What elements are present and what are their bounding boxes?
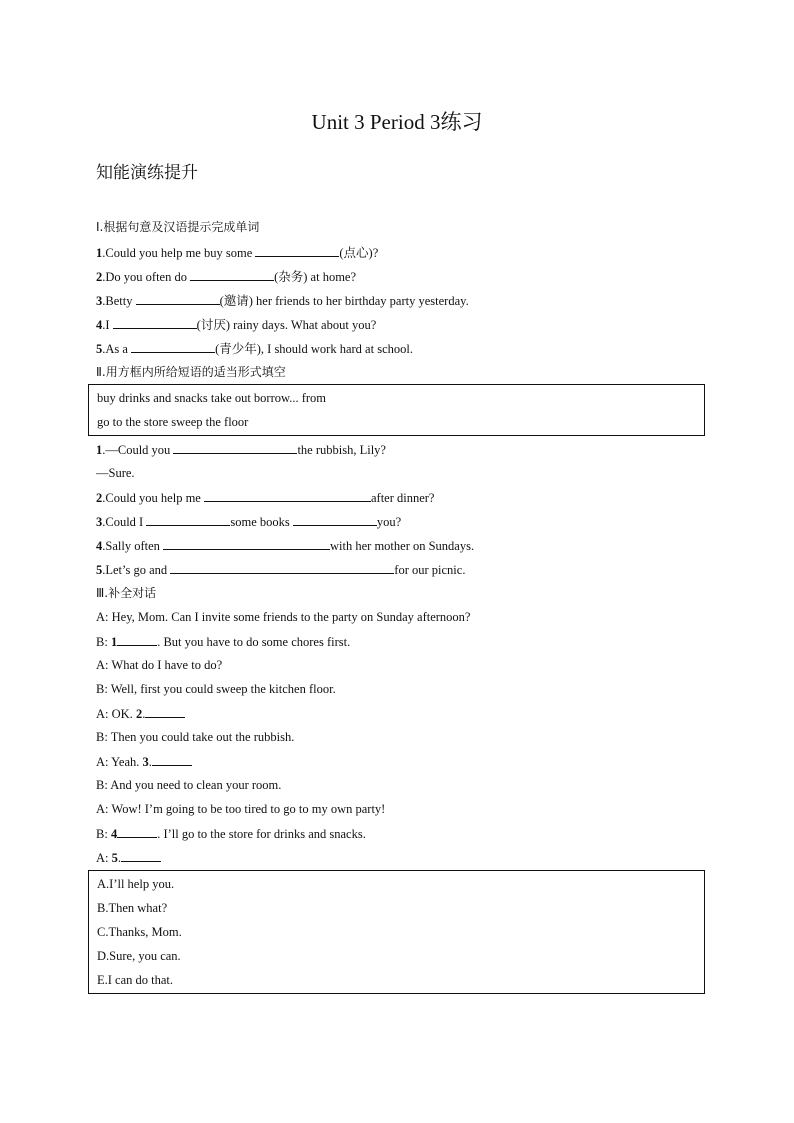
section-subtitle: 知能演练提升: [96, 163, 198, 183]
s1-question-4: 4.I (讨厌) rainy days. What about you?: [96, 318, 377, 332]
phrase-box-line-2: go to the store sweep the floor: [97, 415, 249, 429]
answer-blank[interactable]: [131, 340, 215, 353]
answer-blank[interactable]: [136, 292, 220, 305]
s1-question-1: 1.Could you help me buy some (点心)?: [96, 246, 379, 260]
answer-blank[interactable]: [121, 849, 161, 862]
s1-question-5: 5.As a (青少年), I should work hard at school.: [96, 342, 413, 356]
answer-blank[interactable]: [113, 316, 197, 329]
s2-question-4: 4.Sally often with her mother on Sundays.: [96, 539, 475, 553]
dialog-line: B: 4 . I’ll go to the store for drinks and snacks.: [96, 827, 366, 841]
s2-reply: —Sure.: [96, 466, 135, 480]
answer-blank[interactable]: [293, 513, 377, 526]
answer-blank[interactable]: [163, 537, 330, 550]
s2-question-3: 3.Could I some books you?: [96, 515, 402, 529]
section2-heading: Ⅱ.用方框内所给短语的适当形式填空: [96, 365, 286, 379]
dialog-line: B: And you need to clean your room.: [96, 778, 282, 792]
section3-heading: Ⅲ.补全对话: [96, 586, 157, 600]
answer-blank[interactable]: [152, 753, 192, 766]
dialog-line: A: Yeah. 3.: [96, 753, 192, 770]
option-a: A.I’ll help you.: [97, 877, 175, 891]
answer-blank[interactable]: [117, 825, 157, 838]
s2-question-1: 1.—Could you the rubbish, Lily?: [96, 443, 386, 457]
options-box: [88, 870, 705, 994]
dialog-line: B: 1 . But you have to do some chores first.: [96, 635, 351, 649]
answer-blank[interactable]: [255, 244, 339, 257]
s1-question-3: 3.Betty (邀请) her friends to her birthday party yesterday.: [96, 294, 469, 308]
option-e: E.I can do that.: [97, 973, 174, 987]
s2-question-2: 2.Could you help me after dinner?: [96, 491, 435, 505]
dialog-line: A: Wow! I’m going to be too tired to go to my own party!: [96, 802, 386, 816]
answer-blank[interactable]: [117, 633, 157, 646]
dialog-line: A: OK. 2.: [96, 705, 185, 722]
section1-heading: Ⅰ.根据句意及汉语提示完成单词: [96, 220, 260, 234]
page-title: Unit 3 Period 3练习: [311, 110, 483, 134]
phrase-box-line-1: buy drinks and snacks take out borrow... from: [97, 391, 327, 405]
dialog-line: B: Well, first you could sweep the kitchen floor.: [96, 682, 336, 696]
option-b: B.Then what?: [97, 901, 168, 915]
answer-blank[interactable]: [173, 441, 297, 454]
answer-blank[interactable]: [170, 561, 394, 574]
phrase-box: [88, 384, 705, 436]
dialog-line: A: Hey, Mom. Can I invite some friends to the party on Sunday afternoon?: [96, 610, 471, 624]
dialog-line: B: Then you could take out the rubbish.: [96, 730, 295, 744]
answer-blank[interactable]: [190, 268, 274, 281]
option-d: D.Sure, you can.: [97, 949, 181, 963]
s1-question-2: 2.Do you often do (杂务) at home?: [96, 270, 357, 284]
dialog-line: A: What do I have to do?: [96, 658, 223, 672]
answer-blank[interactable]: [145, 705, 185, 718]
s2-question-5: 5.Let’s go and for our picnic.: [96, 563, 466, 577]
option-c: C.Thanks, Mom.: [97, 925, 182, 939]
dialog-line: A: 5.: [96, 849, 161, 866]
answer-blank[interactable]: [204, 489, 371, 502]
answer-blank[interactable]: [146, 513, 230, 526]
